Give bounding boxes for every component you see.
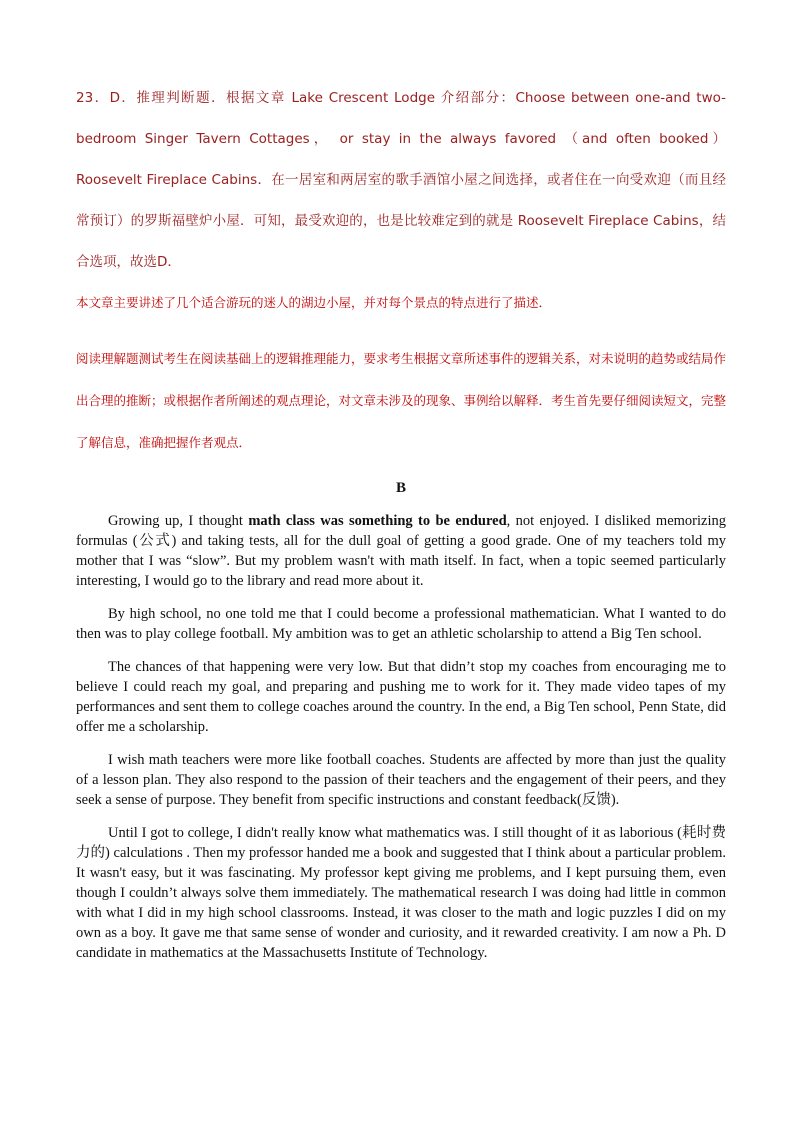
reading-passage-b xyxy=(76,478,726,976)
answer-explanation: 23．D．推理判断题．根据文章 Lake Crescent Lodge 介绍部分：Choose between one-and two-bedroom Singer Tavern Cottages， or stay in the always favored （and often booked） Roosevelt Fireplace Cabins．在一居室和两居室的歌手酒馆小屋之间选择，或者住在一向受欢迎（而且经常预订）的罗斯福壁炉小屋．可知，最受欢迎的，也是比较难定到的就是 Roosevelt Fireplace Cabins，结合选项，故选D． xyxy=(76,90,726,270)
p1-text-after: , not enjoyed. I disliked memorizing formulas (公式) and taking tests, all for the dull goal of getting a good grade. One of my teachers told my mother that I was “slow”. But my problem wasn't with math itself. In fact, when a topic seemed particularly interesting, I would go to the library and read more about it. xyxy=(76,513,727,589)
passage-paragraph-1 xyxy=(76,511,726,591)
p1-text-before: Growing up, I thought xyxy=(108,513,249,529)
passage-paragraph-5: Until I got to college, I didn't really know what mathematics was. I still thought of it as laborious (耗时费力的) calculations . Then my professor handed me a book and suggested that I think about a particular problem. It wasn't easy, but it was fascinating. My professor kept giving me problems, and I kept pursuing them, even though I couldn’t always solve them immediately. The mathematical research I was doing had little in common with what I did in my high school classrooms. Instead, it was closer to the math and logic puzzles I did on my own as a boy. It gave me that same sense of wonder and curiosity, and it rewarded creativity. I am now a Ph. D candidate in mathematics at the Massachusetts Institute of Technology. xyxy=(76,825,726,961)
passage-paragraph-2: By high school, no one told me that I could become a professional mathematician. What I wanted to do then was to play college football. My ambition was to get an athletic scholarship to attend a Big Ten school. xyxy=(76,606,726,642)
passage-paragraph-3: The chances of that happening were very low. But that didn’t stop my coaches from encouraging me to believe I could reach my goal, and preparing and pushing me to work for it. They made video tapes of my performances and sent them to college coaches around the country. In the end, a Big Ten school, Penn State, did offer me a scholarship. xyxy=(76,659,726,735)
passage-title: B xyxy=(395,480,406,496)
passage-paragraph-4: I wish math teachers were more like football coaches. Students are affected by more than just the quality of a lesson plan. They also respond to the passion of their teachers and the engagement of their peers, and they seek a sense of purpose. They benefit from specific instructions and constant feedback(反馈). xyxy=(76,752,726,808)
question-analysis: 阅读理解题测试考生在阅读基础上的逻辑推理能力，要求考生根据文章所述事件的逻辑关系，对未说明的趋势或结局作出合理的推断；或根据作者所阐述的观点理论，对文章未涉及的现象、事例给以解释．考生首先要仔细阅读短文，完整了解信息，准确把握作者观点． xyxy=(76,351,727,450)
passage-summary: 本文章主要讲述了几个适合游玩的迷人的湖边小屋，并对每个景点的特点进行了描述． xyxy=(76,295,552,310)
p1-bold-phrase: math class was something to be endured xyxy=(248,513,507,529)
